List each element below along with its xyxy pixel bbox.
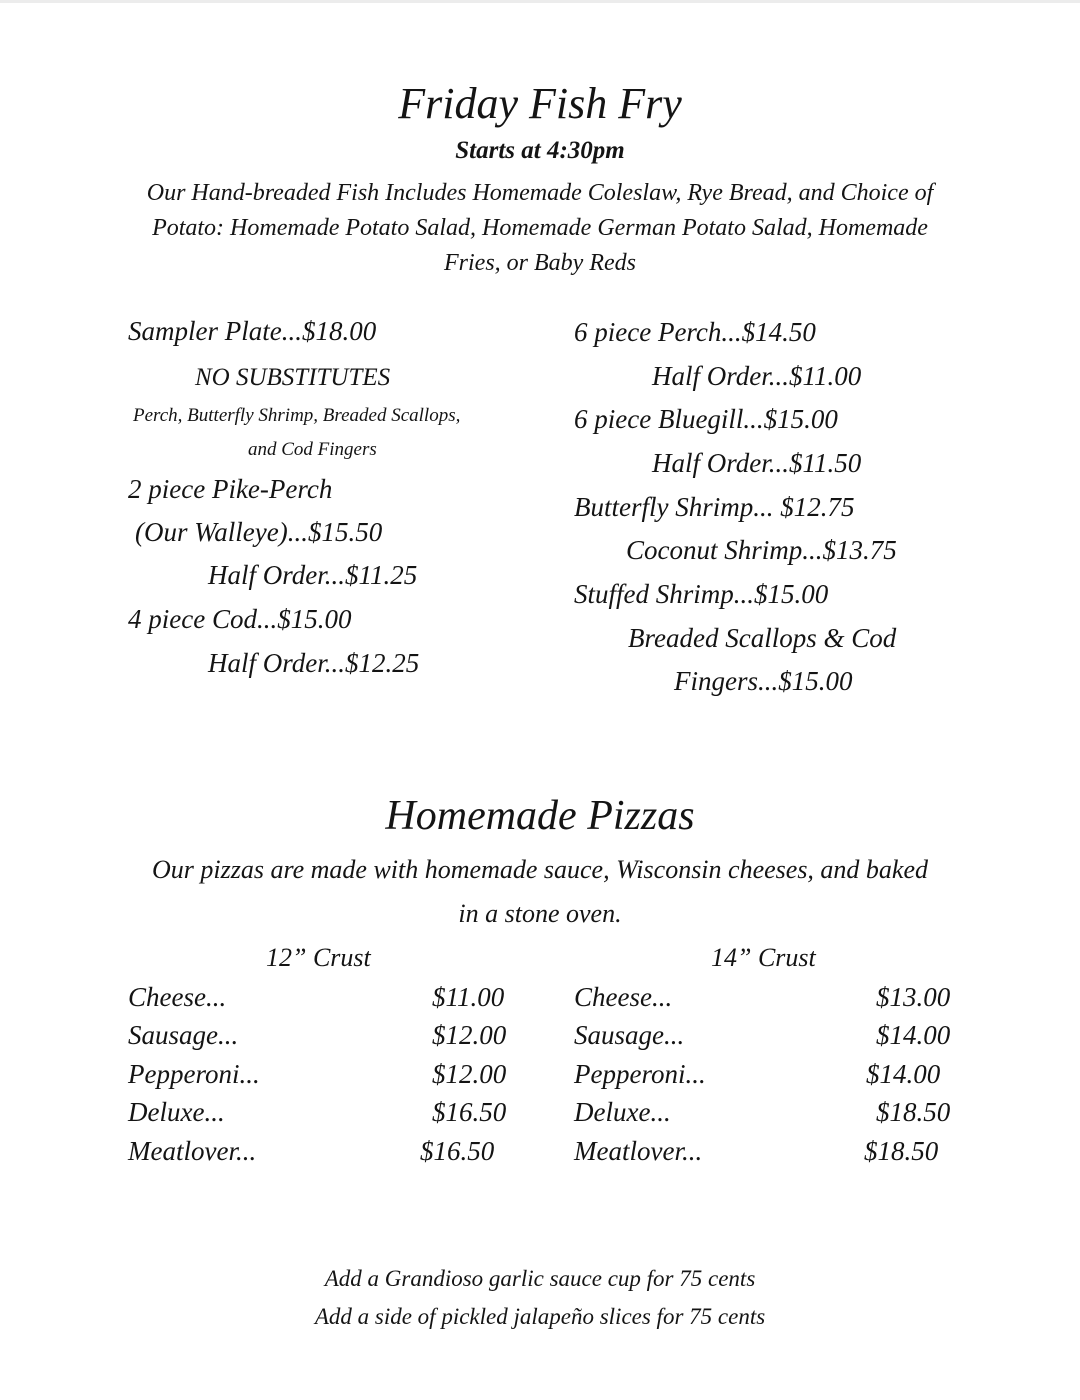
fish-fry-subtitle: Starts at 4:30pm xyxy=(455,137,625,164)
menu-item-butterfly-shrimp: Butterfly Shrimp... $12.75 xyxy=(574,492,855,522)
menu-item-perch: 6 piece Perch...$14.50 xyxy=(574,317,816,347)
menu-item-bluegill: 6 piece Bluegill...$15.00 xyxy=(574,404,838,434)
pizza-14-name: Pepperoni... xyxy=(574,1059,706,1089)
menu-item-stuffed-shrimp: Stuffed Shrimp...$15.00 xyxy=(574,579,829,609)
pizza-14-price: $13.00 xyxy=(876,982,951,1012)
crust-14-label: 14” Crust xyxy=(711,943,816,972)
pizzas-description-line1: Our pizzas are made with homemade sauce, Wisconsin cheeses, and baked xyxy=(151,855,929,884)
pizzas-title: Homemade Pizzas xyxy=(385,793,695,839)
menu-item-scallops-cod: Breaded Scallops & Cod xyxy=(628,623,897,653)
footer-garlic-sauce: Add a Grandioso garlic sauce cup for 75 cents xyxy=(324,1266,756,1291)
pizza-12-price: $12.00 xyxy=(432,1059,507,1089)
pizza-14-price: $14.00 xyxy=(876,1020,951,1050)
crust-12-label: 12” Crust xyxy=(266,943,371,972)
pizzas-description-line2: in a stone oven. xyxy=(458,899,622,928)
menu-item-coconut-shrimp: Coconut Shrimp...$13.75 xyxy=(626,535,897,565)
menu-item-cod-half: Half Order...$12.25 xyxy=(208,648,420,678)
pizza-12-price: $11.00 xyxy=(432,982,505,1012)
menu-item-scallops-cod-price: Fingers...$15.00 xyxy=(674,666,853,696)
pizza-14-price: $14.00 xyxy=(866,1059,941,1089)
pizza-14-name: Sausage... xyxy=(574,1020,685,1050)
menu-item-pike-perch-price: (Our Walleye)...$15.50 xyxy=(135,517,383,547)
fish-fry-description: Our Hand-breaded Fish Includes Homemade Coleslaw, Rye Bread, and Choice of Potato: Homemade Potato Salad, Homemade German Potato Salad, Homemade Fries, or Baby Reds xyxy=(146,180,934,276)
sampler-note-line2: and Cod Fingers xyxy=(248,439,377,460)
sampler-note-line1: Perch, Butterfly Shrimp, Breaded Scallops, xyxy=(133,405,461,426)
top-border xyxy=(0,0,1080,3)
pizza-12-name: Cheese... xyxy=(128,982,227,1012)
fish-fry-title: Friday Fish Fry xyxy=(398,79,682,128)
pizza-12-name: Deluxe... xyxy=(128,1097,225,1127)
menu-item-perch-half: Half Order...$11.00 xyxy=(652,361,862,391)
menu-item-bluegill-half: Half Order...$11.50 xyxy=(652,448,862,478)
pizza-14-price: $18.50 xyxy=(864,1136,939,1166)
pizza-12-name: Sausage... xyxy=(128,1020,239,1050)
menu-item-cod: 4 piece Cod...$15.00 xyxy=(128,604,352,634)
pizza-14-name: Cheese... xyxy=(574,982,673,1012)
pizza-14-name: Deluxe... xyxy=(574,1097,671,1127)
menu-item-sampler: Sampler Plate...$18.00 xyxy=(128,316,377,346)
no-substitutes-note: NO SUBSTITUTES xyxy=(195,364,391,391)
pizza-12-price: $16.50 xyxy=(432,1097,507,1127)
pizza-12-name: Meatlover... xyxy=(128,1136,257,1166)
pizza-14-name: Meatlover... xyxy=(574,1136,703,1166)
footer-jalapeno: Add a side of pickled jalapeño slices for 75 cents xyxy=(314,1304,766,1329)
menu-item-pike-half: Half Order...$11.25 xyxy=(208,560,418,590)
pizza-12-price: $16.50 xyxy=(420,1136,495,1166)
pizza-14-price: $18.50 xyxy=(876,1097,951,1127)
pizza-12-price: $12.00 xyxy=(432,1020,507,1050)
pizza-12-name: Pepperoni... xyxy=(128,1059,260,1089)
menu-item-pike-perch: 2 piece Pike-Perch xyxy=(128,474,333,504)
